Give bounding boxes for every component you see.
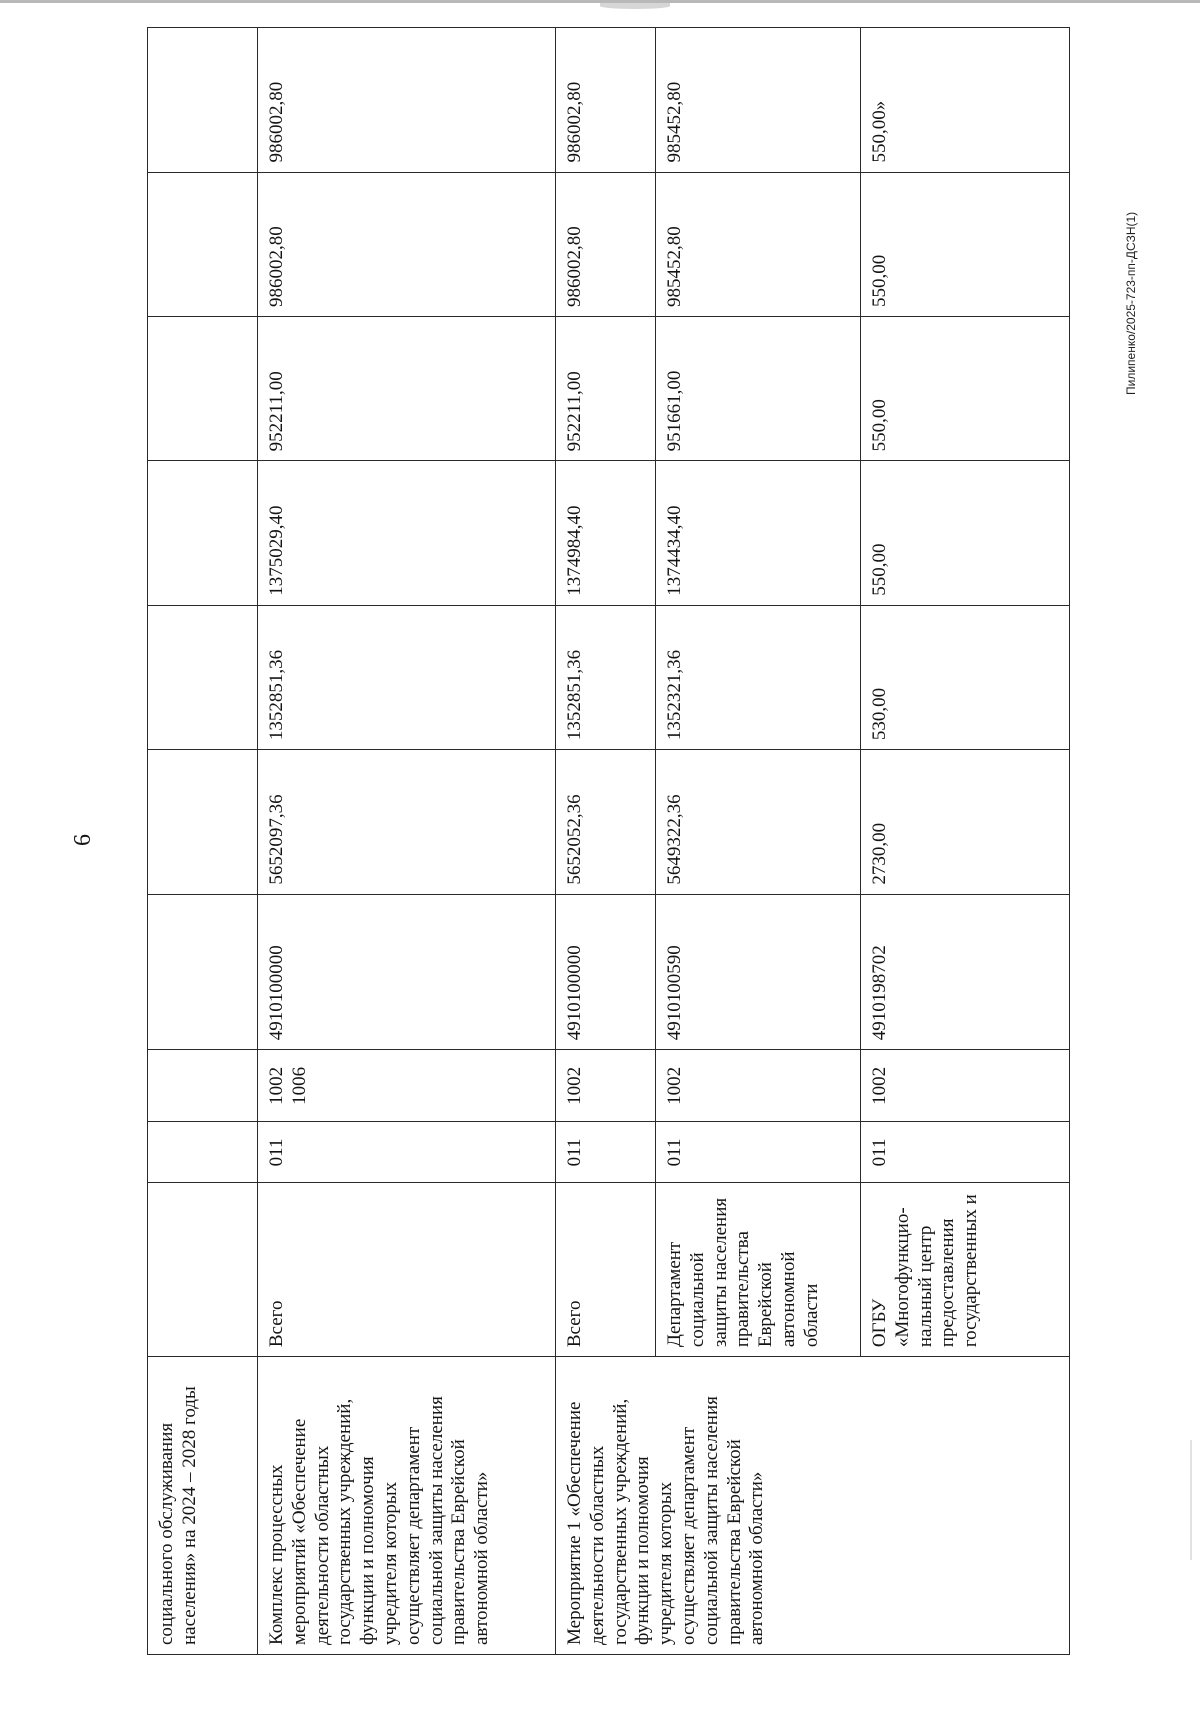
document-footer-code: Пилипенко/2025-723-пп-ДСЗН(1) (1124, 211, 1138, 395)
grbs-cell: 011 (258, 1122, 556, 1183)
year-2028-cell: 550,00» (861, 28, 1070, 173)
total-cell (148, 750, 258, 894)
grbs-cell: 011 (861, 1122, 1070, 1183)
year-2026-cell: 952211,00 (258, 316, 556, 460)
year-2025-cell: 1374434,40 (656, 461, 861, 605)
year-2026-cell: 550,00 (861, 316, 1070, 460)
grbs-cell: 011 (556, 1122, 656, 1183)
grbs-cell (148, 1122, 258, 1183)
year-2024-cell: 1352321,36 (656, 605, 861, 749)
rzpr-cell: 1002 1006 (258, 1050, 556, 1122)
year-2028-cell: 985452,80 (656, 28, 861, 173)
page-number: 6 (70, 834, 96, 846)
year-2026-cell: 951661,00 (656, 316, 861, 460)
year-2025-cell (148, 461, 258, 605)
program-name-cell: Комплекс процессных мероприятий «Обеспечение деятельности областных государственных учреждений, функции и полномочия учредителя которых осуществляет департамент социальной защиты населения правительства Еврейской автономной области» (258, 1357, 556, 1655)
year-2028-cell: 986002,80 (258, 28, 556, 173)
program-name-cell: социального обслуживания населения» на 2024 – 2028 годы (148, 1357, 258, 1655)
rzpr-cell: 1002 (656, 1050, 861, 1122)
total-cell: 2730,00 (861, 750, 1070, 894)
executor-cell: Департамент социальной защиты населения правительства Еврейской автономной области (656, 1183, 861, 1357)
table-row (148, 28, 258, 1655)
year-2026-cell (148, 316, 258, 460)
year-2028-cell: 986002,80 (556, 28, 656, 173)
year-2027-cell (148, 172, 258, 316)
rzpr-cell (148, 1050, 258, 1122)
year-2024-cell (148, 605, 258, 749)
csr-cell: 4910100590 (656, 894, 861, 1050)
executor-cell: Всего (556, 1183, 656, 1357)
total-cell: 5652052,36 (556, 750, 656, 894)
year-2025-cell: 1374984,40 (556, 461, 656, 605)
csr-cell: 4910100000 (258, 894, 556, 1050)
rzpr-cell: 1002 (556, 1050, 656, 1122)
year-2025-cell: 550,00 (861, 461, 1070, 605)
year-2027-cell: 986002,80 (258, 172, 556, 316)
year-2027-cell: 550,00 (861, 172, 1070, 316)
table-row (556, 28, 656, 1655)
year-2028-cell (148, 28, 258, 173)
total-cell: 5649322,36 (656, 750, 861, 894)
total-cell: 5652097,36 (258, 750, 556, 894)
year-2024-cell: 1352851,36 (258, 605, 556, 749)
year-2027-cell: 985452,80 (656, 172, 861, 316)
year-2025-cell: 1375029,40 (258, 461, 556, 605)
budget-table (147, 27, 1070, 1655)
year-2026-cell: 952211,00 (556, 316, 656, 460)
grbs-cell: 011 (656, 1122, 861, 1183)
year-2024-cell: 1352851,36 (556, 605, 656, 749)
year-2024-cell: 530,00 (861, 605, 1070, 749)
executor-cell (148, 1183, 258, 1357)
year-2027-cell: 986002,80 (556, 172, 656, 316)
csr-cell: 4910198702 (861, 894, 1070, 1050)
csr-cell: 4910100000 (556, 894, 656, 1050)
executor-cell: ОГБУ «Многофункцио-нальный центр предоставления государственных и (861, 1183, 1070, 1357)
table-row (258, 28, 556, 1655)
measure-name-cell: Мероприятие 1 «Обеспечение деятельности областных государственных учреждений, функции и полномочия учредителя которых осуществляет департамент социальной защиты населения правительства Еврейской автономной области» (556, 1357, 1070, 1655)
csr-cell (148, 894, 258, 1050)
executor-cell: Всего (258, 1183, 556, 1357)
rzpr-cell: 1002 (861, 1050, 1070, 1122)
